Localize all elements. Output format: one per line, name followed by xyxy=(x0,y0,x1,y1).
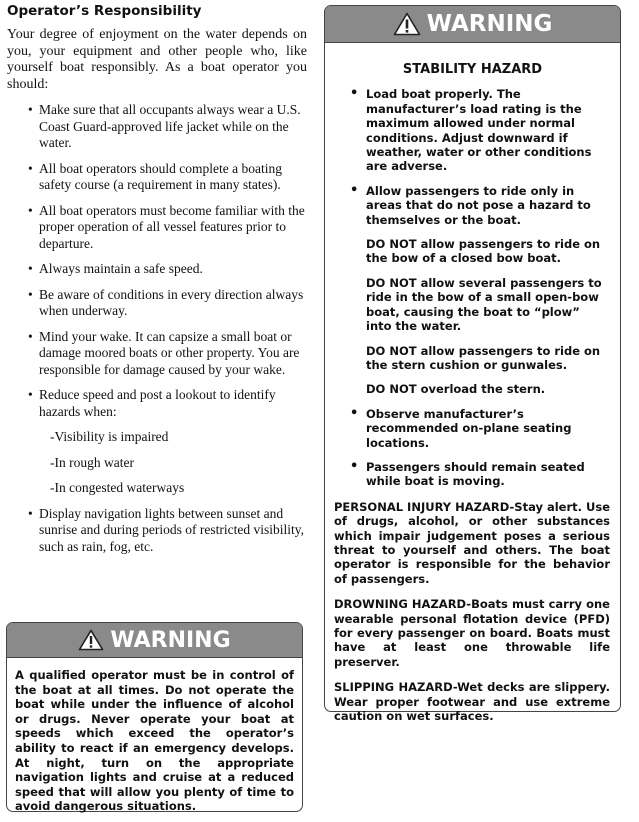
do-not-item: DO NOT allow passengers to ride on the bow of a closed bow boat. xyxy=(366,237,601,266)
sub-list-item: -In rough water xyxy=(50,454,134,470)
stability-list-continued xyxy=(334,407,611,489)
list-item: • Display navigation lights between sunset and sunrise and during periods of restricted visibility, such as rain, fog, etc. xyxy=(5,506,307,556)
responsibility-list xyxy=(5,102,307,420)
do-not-item: DO NOT allow passengers to ride on the stern cushion or gunwales. xyxy=(366,343,601,372)
warning-body xyxy=(325,63,620,723)
section-title: Operator’s Responsibility xyxy=(7,3,202,19)
sub-list-item: -In congested waterways xyxy=(50,480,185,495)
warning-box-operator xyxy=(6,622,303,812)
hazard-conditions-list xyxy=(5,429,307,497)
list-item: • Always maintain a safe speed. xyxy=(5,261,307,278)
operator-responsibility-section xyxy=(5,0,307,555)
personal-injury-hazard: PERSONAL INJURY HAZARD-Stay alert. Use of drugs, alcohol, or other substances which impair judgement poses a serious threat to yourself and others. The boat operator is responsible for the behavior of passengers. xyxy=(334,499,610,586)
warning-triangle-icon xyxy=(393,12,421,36)
list-item: • Observe manufacturer’s recommended on-plane seating locations. xyxy=(334,407,611,450)
warning-header xyxy=(325,6,620,43)
list-item: • Reduce speed and post a lookout to identify hazards when: xyxy=(5,387,307,420)
list-item: • Load boat properly. The manufacturer’s load rating is the maximum allowed under normal conditions. Adjust downward if weather, water or other conditions are adverse. xyxy=(334,87,611,173)
warning-label: WARNING xyxy=(110,627,231,653)
responsibility-list-continued xyxy=(5,506,307,556)
sub-list-item: -Visibility is impaired xyxy=(50,429,169,444)
warning-header xyxy=(7,623,302,658)
stability-hazard-title: STABILITY HAZARD xyxy=(402,62,543,77)
stability-list xyxy=(334,87,611,227)
list-item: • All boat operators should complete a boating safety course (a requirement in many states). xyxy=(5,161,307,194)
warning-label: WARNING xyxy=(426,11,553,37)
warning-box-hazards xyxy=(324,5,621,724)
drowning-hazard: DROWNING HAZARD-Boats must carry one wearable personal flotation device (PFD) for every passenger on board. Boats must have at least one throwable life preserver. xyxy=(334,597,610,669)
do-not-item: DO NOT overload the stern. xyxy=(366,382,546,397)
slipping-hazard: SLIPPING HAZARD-Wet decks are slippery. Wear proper footwear and use extreme caution on wet surfaces. xyxy=(334,680,610,724)
list-item: • Mind your wake. It can capsize a small boat or damage moored boats or other property. You are responsible for damage caused by your wake. xyxy=(5,329,307,379)
warning-text: A qualified operator must be in control of the boat at all times. Do not operate the boat while under the influence of alcohol or drugs. Never operate your boat at speeds which exceed the operator’s ability to react if an emergency develops. At night, turn on the appropriate navigation lights and cruise at a reduced speed that will allow you plenty of time to avoid dangerous situations. xyxy=(15,668,294,814)
list-item: • Passengers should remain seated while boat is moving. xyxy=(334,460,611,489)
list-item: • All boat operators must become familiar with the proper operation of all vessel features prior to departure. xyxy=(5,203,307,253)
warning-triangle-icon xyxy=(78,629,104,651)
list-item: • Make sure that all occupants always wear a U.S. Coast Guard-approved life jacket while on the water. xyxy=(5,102,307,152)
do-not-item: DO NOT allow several passengers to ride in the bow of a small open-bow boat, causing the boat to “plow” into the water. xyxy=(366,275,602,334)
intro-paragraph: Your degree of enjoyment on the water depends on you, your equipment and other people who, like yourself boat responsibly. As a boat operator you should: xyxy=(7,27,307,92)
list-item: • Be aware of conditions in every direction always when underway. xyxy=(5,287,307,320)
list-item: • Allow passengers to ride only in areas that do not pose a hazard to themselves or the boat. xyxy=(334,184,611,227)
